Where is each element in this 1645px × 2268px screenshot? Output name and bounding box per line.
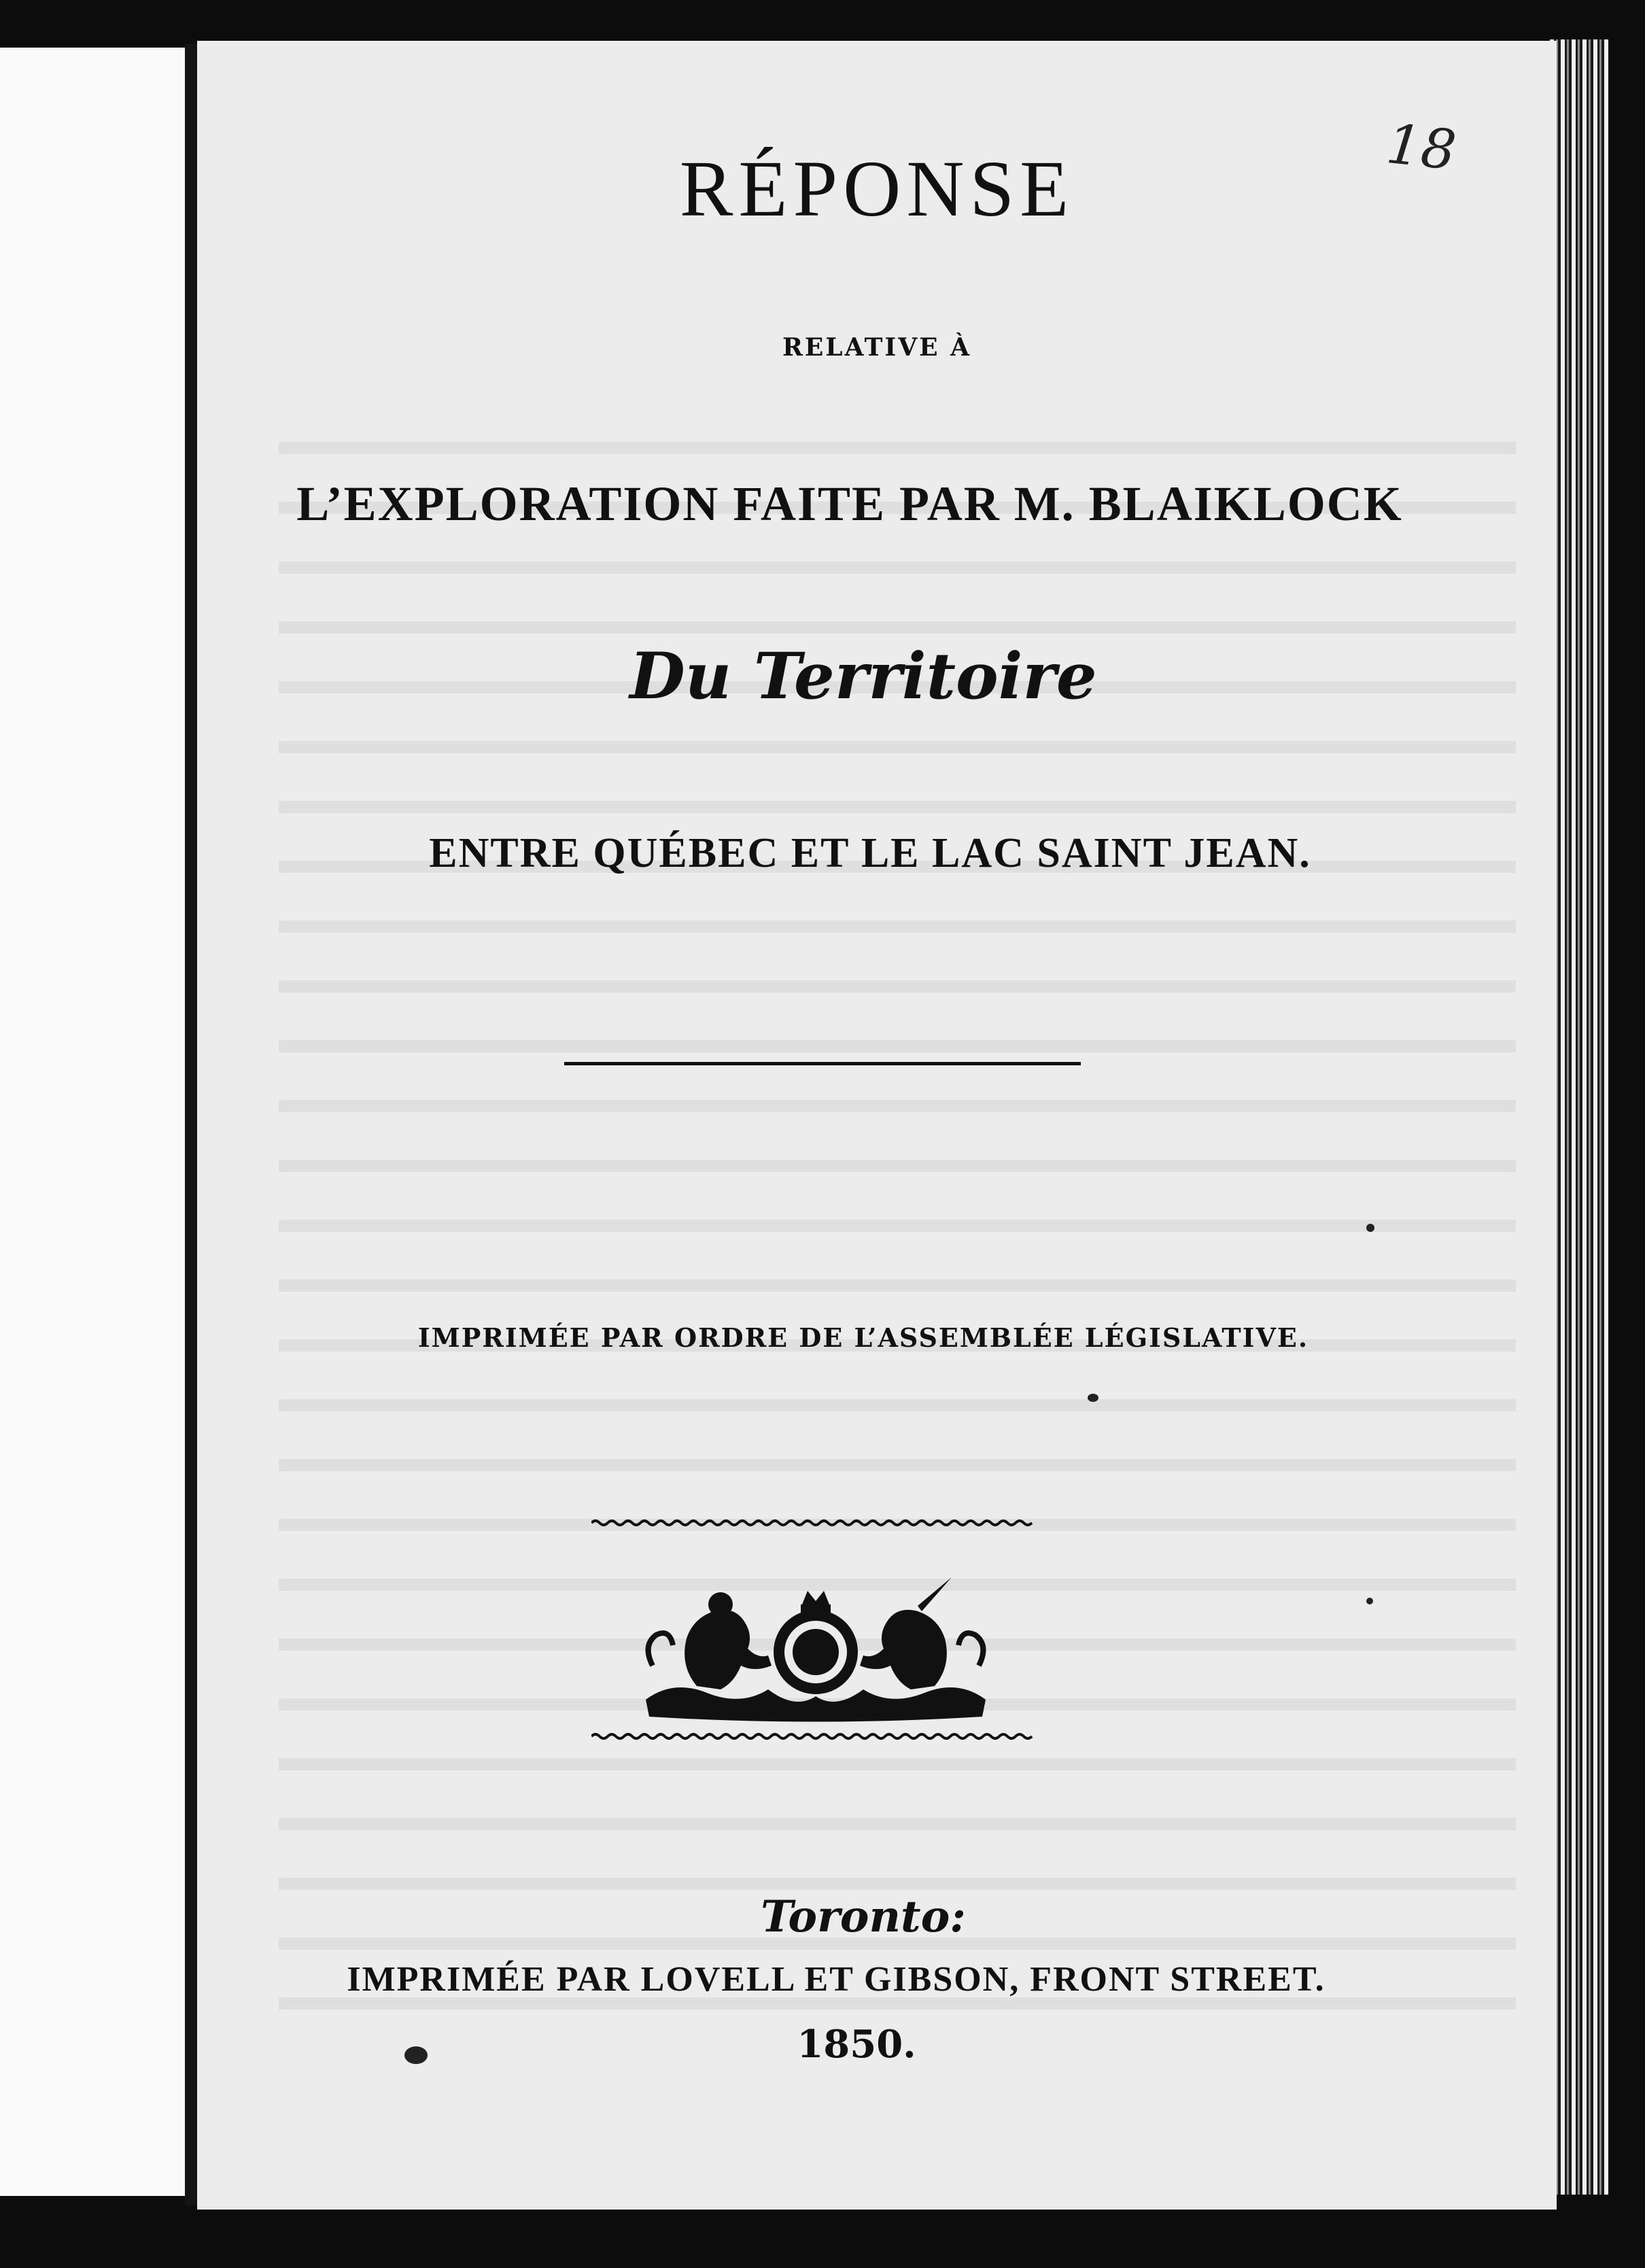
place-of-publication: Toronto:	[761, 1891, 966, 1942]
handwritten-folio-number: 18	[1383, 111, 1459, 183]
wavy-rule-top	[591, 1517, 1033, 1528]
ink-speck	[404, 2046, 428, 2064]
publication-year: 1850.	[797, 2022, 916, 2067]
region-line: ENTRE QUÉBEC ET LE LAC SAINT JEAN.	[429, 830, 1311, 876]
printer-line: IMPRIMÉE PAR LOVELL ET GIBSON, FRONT STREET.	[347, 1960, 1326, 1999]
royal-coat-of-arms-emblem	[632, 1564, 999, 1727]
ink-speck	[1366, 1224, 1374, 1232]
relative-line: RELATIVE À	[782, 333, 972, 362]
ink-speck	[1366, 1598, 1373, 1604]
subject-line: L’EXPLORATION FAITE PAR M. BLAIKLOCK	[296, 477, 1403, 531]
blackletter-line: Du Territoire	[629, 639, 1097, 714]
page-edges	[1550, 39, 1608, 2195]
horizontal-rule	[564, 1062, 1081, 1065]
wavy-rule-bottom	[591, 1731, 1033, 1742]
printing-order-line: IMPRIMÉE PAR ORDRE DE L’ASSEMBLÉE LÉGISLATIVE.	[417, 1322, 1309, 1353]
ink-speck	[1088, 1394, 1098, 1402]
document-title: RÉPONSE	[679, 144, 1075, 233]
left-facing-page	[0, 48, 185, 2196]
title-page	[197, 41, 1557, 2210]
